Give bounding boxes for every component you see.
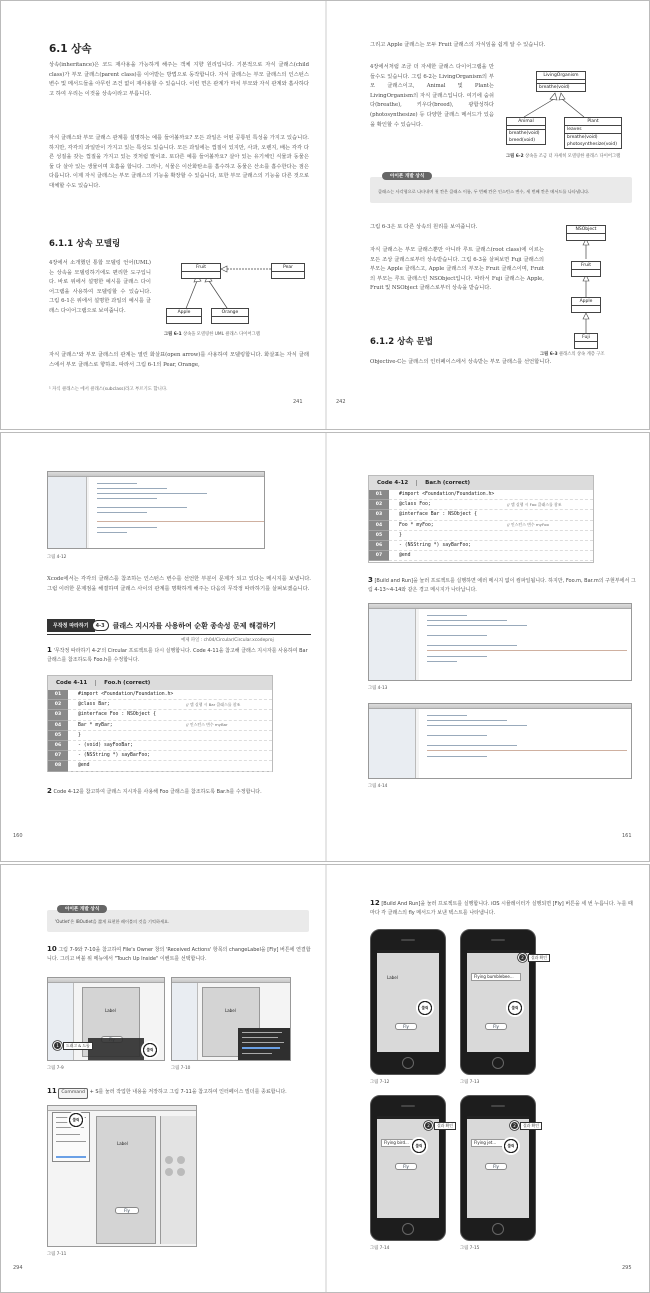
line-number: 07 — [369, 551, 389, 561]
code-line — [48, 751, 272, 761]
uml-class-name: Orange — [212, 309, 248, 317]
code-text: @end — [78, 763, 90, 769]
step-number: 11 — [47, 1087, 57, 1095]
code-source — [68, 700, 272, 710]
line-number: 02 — [48, 700, 68, 710]
tip-text: 클래스는 사각형으로 나타내며 첫 칸은 클래스 이름, 두 번째 칸은 인스턴스 변수, 세 번째 칸은 메서드를 나타냅니다. — [378, 189, 590, 194]
code-text: } — [399, 532, 402, 538]
code-source — [389, 490, 593, 500]
code-source — [389, 521, 593, 531]
line-number: 05 — [48, 731, 68, 741]
iphone-simulator — [370, 929, 446, 1075]
divider — [47, 634, 311, 635]
code-source — [389, 500, 593, 510]
page-295 — [326, 865, 650, 1292]
code-comment: // 인스턴스 변수 myBar — [186, 722, 228, 728]
speaker — [401, 1105, 415, 1107]
code-text: #import <Foundation/Foundation.h> — [399, 492, 495, 498]
figure-caption: 그림 7-10 — [171, 1066, 191, 1071]
step-3 — [368, 576, 638, 594]
uml-class-orange — [211, 308, 249, 324]
tip-text: 'Outlet'은 IBOutlet을 짧게 표현한 레이블의 것을 기억하세요. — [55, 919, 170, 924]
code-source — [68, 710, 272, 720]
step-number: 2 — [47, 787, 52, 795]
uml-class-plant — [564, 117, 622, 149]
click-badge-icon: 클릭 — [141, 1041, 159, 1059]
iphone-simulator — [370, 1095, 446, 1241]
line-number: 08 — [48, 761, 68, 771]
code-text: @interface Bar : NSObject { — [399, 512, 477, 518]
uml-class-pear — [271, 263, 305, 279]
code-line — [48, 761, 272, 771]
click-badge-icon: 클릭 — [502, 1137, 520, 1155]
step-11 — [47, 1087, 311, 1099]
example-file: 예제 파일 : ch04/Circular/Circular.xcodeproj — [181, 638, 274, 643]
click-badge-icon: 클릭 — [506, 999, 524, 1017]
xcode-screenshot — [368, 603, 632, 681]
code-comment: // 인스턴스 변수 myFoo — [507, 522, 549, 528]
uml-class-livingorganism — [536, 71, 586, 92]
library-panel — [160, 1116, 196, 1244]
code-line — [369, 541, 593, 551]
figure-caption — [164, 331, 260, 337]
uml-class-name: Animal — [507, 118, 545, 126]
code-source — [389, 551, 593, 561]
figure-caption: 그림 7-15 — [460, 1246, 480, 1251]
code-listing-header — [369, 476, 593, 490]
home-button[interactable] — [402, 1057, 414, 1069]
page-number: 160 — [13, 833, 23, 839]
code-lines — [369, 490, 593, 561]
page-161 — [326, 433, 650, 861]
figure-caption: 그림 7-11 — [47, 1252, 67, 1257]
figure-caption: 그림 7-13 — [460, 1080, 480, 1085]
uml-class-name: Pear — [272, 264, 304, 272]
code-line — [48, 710, 272, 720]
page-241 — [1, 1, 326, 429]
simulator-screen — [377, 1116, 439, 1218]
page-242 — [326, 1, 650, 429]
code-text: - (NSString *) sayBarFoo; — [399, 543, 472, 549]
page-160 — [1, 433, 326, 861]
code-line — [369, 510, 593, 520]
fly-button[interactable]: Fly — [485, 1023, 507, 1030]
uml-method: photosynthesize(void) — [567, 142, 617, 147]
line-number: 04 — [48, 721, 68, 731]
step-text: [Build and Run]을 눌러 프로젝트를 실행하면 에러 메시지 없이 컴파일됩니다. 하지만, Foo.m, Bar.m의 구현부에서 그림 4-13~4-14와 같은 경고 메시지가 나타납니다. — [368, 578, 636, 593]
exercise-number: 4-3 — [92, 620, 109, 631]
book-spread-294-295 — [0, 864, 650, 1293]
paragraph: 자식 클래스와 부모 클래스 관계를 설명하는 예를 들어볼까요? 모든 과일은 어떤 공통된 특성을 가지고 있습니다. 하지만, 각각의 과일만이 가지고 있는 특성도 있습니다. 모든 과일에는 껍질이 있지만, 사과, 오렌지, 배는 각각 다른 성질을 갖는 껍질을 가지고 있는 것처럼 말이죠. 또다른 예를 들어볼까요? 살아 있는 유기체인 식물과 동물은 둘 다 살아 있는 생물이며 호흡을 합니다. 그러나, 식물은 이산화탄소를 흡수하고 동물은 산소를 흡수한다는 점은 다릅니다. 이제 자식 클래스는 부모 클래스의 기능을 확장할 수 있습니다, 또한 부모 클래스의 기능을 다른 것으로 대체할 수도 있습니다. — [49, 135, 309, 189]
figure-caption: 그림 7-12 — [370, 1080, 390, 1085]
uml-method: breathe(void) — [509, 131, 540, 136]
result-callout — [424, 1121, 456, 1130]
uml-class-apple — [571, 297, 601, 313]
exercise-banner — [47, 619, 276, 632]
paragraph: 4장에서처럼 조금 더 자세한 클래스 다이어그램을 만들수도 있습니다. 그림 6-2는 LivingOrganism의 부모 클래스이고, Animal 및 Plant는 LivingOrganism의 자식 클래스입니다. 여기에 숨쉬다(breathe), 키우다(breed), 광합성하다(photosynthesize) 등 다양한 클래스 메서드가 있음을 확인할 수 있습니다. — [370, 64, 494, 128]
line-number: 06 — [369, 541, 389, 551]
uml-class-name: Plant — [565, 118, 621, 126]
tip-tag: 아이폰 개발 상식 — [57, 905, 107, 913]
step-number: 3 — [368, 576, 373, 584]
subsection-heading: 6.1.1 상속 모델링 — [49, 239, 121, 249]
uml-class-fruit — [181, 263, 221, 279]
document-window — [172, 983, 198, 1060]
simulator-screen — [467, 1116, 529, 1218]
uml-method: breathe(void) — [539, 85, 570, 90]
code-text: @end — [399, 553, 411, 559]
code-editor — [419, 709, 631, 778]
callout-number-icon: 2 — [424, 1121, 433, 1130]
uml-class-fuji — [574, 333, 598, 349]
callout-text: 결과 확인 — [528, 954, 550, 962]
footnote: ¹ 자식 클래스는 에서 클래스(subclass)라고 부르기도 합니다. — [49, 387, 168, 392]
code-text: } — [78, 732, 81, 738]
code-source — [389, 510, 593, 520]
line-number: 03 — [369, 510, 389, 520]
figure-caption: 그림 4-14 — [368, 784, 388, 789]
uml-class-name: NSObject — [567, 226, 605, 234]
line-number: 02 — [369, 500, 389, 510]
code-text: - (void) sayFooBar; — [78, 743, 133, 749]
book-spread-160-161 — [0, 432, 650, 862]
uml-class-name: Fruit — [182, 264, 220, 272]
code-line — [369, 531, 593, 541]
book-spread-241-242 — [0, 0, 650, 430]
callout-number-icon: 2 — [510, 1121, 519, 1130]
code-line — [48, 690, 272, 700]
figure-caption-id: 그림 6-2 — [506, 154, 524, 159]
tip-tag: 아이폰 개발 상식 — [382, 172, 432, 180]
code-line — [369, 521, 593, 531]
uml-class-name: Apple — [167, 309, 201, 317]
callout-text: 결과 확인 — [520, 1122, 542, 1130]
code-source — [389, 541, 593, 551]
menu-bar — [48, 1106, 196, 1111]
code-line — [48, 700, 272, 710]
line-number: 06 — [48, 741, 68, 751]
code-text: @class Bar; — [78, 702, 110, 708]
click-badge-icon: 클릭 — [410, 1137, 428, 1155]
code-line — [48, 741, 272, 751]
code-source — [68, 731, 272, 741]
code-listing-id: Code 4-11 — [48, 680, 96, 686]
paragraph: 자식 클래스¹와 부모 클래스의 관계는 열린 화살표(open arrow)를 사용하여 모델링합니다. 화살표는 자식 클래스에서 부모 클래스로 향하죠. 따라서 그림 6-1의 Pear, Orange, — [49, 352, 309, 368]
uml-class-name: Fruit — [572, 262, 600, 270]
step-text: + S를 눌러 작업한 내용을 저장하고 그림 7-11을 참고하여 인터페이스 빌더를 종료합니다. — [89, 1089, 287, 1095]
file-navigator — [48, 477, 87, 548]
paragraph: 자식 클래스는 부모 클래스뿐만 아니라 루트 클래스(root class)에 이르는 모든 조상 클래스로부터 상속받습니다. 그림 6-3을 살펴보면 Fuji 클래스의 부모는 Apple 클래스고, Apple 클래스의 부모는 Fruit 클래스이며, Fruit의 부모는 루트 클래스인 NSObject입니다. 따라서 Fuji 클래스는 Apple, Fruit 및 NSObject 클래스로부터 상속을 받습니다. — [370, 247, 544, 292]
callout-text: 결과 확인 — [434, 1122, 456, 1130]
connections-hud — [88, 1038, 144, 1060]
code-line — [48, 731, 272, 741]
xcode-screenshot — [47, 471, 265, 549]
code-source — [68, 751, 272, 761]
code-listing-4-12 — [368, 475, 594, 563]
uml-method: breed(void) — [509, 138, 536, 143]
label: Label — [117, 1141, 128, 1146]
output-label: Flying bumblebee... — [471, 973, 521, 981]
uml-attribute: leaves — [565, 126, 621, 134]
code-line — [369, 500, 593, 510]
code-text: #import <Foundation/Foundation.h> — [78, 692, 174, 698]
xcode-screenshot — [368, 703, 632, 779]
page-number: 242 — [336, 399, 346, 405]
code-source — [68, 690, 272, 700]
code-source — [68, 761, 272, 771]
iphone-simulator — [460, 929, 536, 1075]
code-text: @class Foo; — [399, 502, 431, 508]
uml-class-animal — [506, 117, 546, 145]
uml-class-name: Fuji — [575, 334, 597, 342]
home-button[interactable] — [402, 1223, 414, 1235]
uml-class-name: LivingOrganism — [537, 72, 585, 80]
figure-caption: 그림 7-9 — [47, 1066, 64, 1071]
file-navigator — [369, 709, 416, 778]
uml-class-fruit — [571, 261, 601, 277]
click-badge-icon: 클릭 — [416, 999, 434, 1017]
home-button[interactable] — [492, 1223, 504, 1235]
fly-button[interactable]: Fly — [485, 1163, 507, 1170]
code-source — [389, 531, 593, 541]
step-10 — [47, 945, 311, 963]
code-line — [369, 490, 593, 500]
callout-text: 드래그 & 드롭 — [63, 1042, 93, 1050]
line-number: 01 — [369, 490, 389, 500]
uml-class-apple — [166, 308, 202, 324]
code-lines — [48, 690, 272, 772]
figure-caption-id: 그림 6-3 — [540, 352, 558, 357]
page-number: 295 — [622, 1265, 632, 1271]
label: Label — [225, 1008, 236, 1013]
code-text: - (NSString *) sayBarFoo; — [78, 753, 151, 759]
code-text: @interface Foo : NSObject { — [78, 712, 156, 718]
paragraph: 4장에서 소개했던 통합 모델링 언어(UML)는 상속을 모델링하기에도 편리한 도구입니다. 바로 위에서 설명한 예시를 클래스 다이어그램을 사용하여 모델링할 수 있습니다. 그림 6-1은 위에서 설명한 과일의 예시를 클래스 다이어그램으로 보여줍니다. — [49, 260, 151, 314]
event-menu[interactable] — [238, 1028, 290, 1060]
click-badge-icon: 클릭 — [67, 1111, 85, 1129]
exercise-tag: 무작정 따라하기 — [47, 619, 95, 632]
step-text: '무작정 따라하기 4-2'의 Circular 프로젝트를 다시 실행합니다. Code 4-11을 참고해 클래스 지시자를 사용하여 Bar 클래스를 참조하도록 Foo.h를 수정합니다. — [47, 648, 308, 663]
code-text: Bar * myBar; — [78, 722, 113, 728]
subsection-heading: 6.1.2 상속 문법 — [370, 337, 433, 347]
label: Label — [105, 1008, 116, 1013]
step-12 — [370, 899, 634, 917]
command-key: Command — [58, 1088, 88, 1099]
code-editor — [419, 609, 631, 680]
figure-caption-text: 상속을 모델링한 UML 클래스 다이어그램 — [182, 332, 260, 337]
output-label: Flying bird... — [381, 1139, 421, 1147]
output-label: Flying jet... — [471, 1139, 507, 1147]
callout-number-icon: 2 — [518, 953, 527, 962]
result-callout — [510, 1121, 542, 1130]
code-comment: // 앱 실행 시 Bar 클래스를 참조 — [186, 701, 241, 707]
paragraph: Xcode에서는 각각의 클래스를 참조하는 인스턴스 변수를 선언한 부분이 문제가 되고 있다는 메시지를 보냅니다. 그럼 이러한 문제점을 해결하며 클래스 사이의 관계를 명확하게 해주는 다음의 무작정 따라하기를 살펴보겠습니다. — [47, 576, 311, 592]
paragraph: Objective-C는 클래스의 인터페이스에서 상속받는 부모 클래스를 선언합니다. — [370, 359, 552, 365]
line-number: 01 — [48, 690, 68, 700]
callout-number-icon: 1 — [53, 1041, 62, 1050]
code-comment: // 앱 실행 시 Foo 클래스를 참조 — [507, 501, 562, 507]
interface-builder-screenshot — [171, 977, 291, 1061]
speaker — [401, 939, 415, 941]
code-listing-id: Code 4-12 — [369, 480, 417, 486]
fly-button[interactable]: Fly — [115, 1207, 139, 1214]
step-number: 1 — [47, 646, 52, 654]
code-source — [68, 721, 272, 731]
file-navigator — [369, 609, 416, 680]
figure-caption-id: 그림 6-1 — [164, 332, 182, 337]
page-294 — [1, 865, 326, 1292]
step-text: Code 4-12를 참고하여 클래스 지시자를 사용해 Foo 클래스를 참조하도록 Bar.h를 수정합니다. — [53, 789, 262, 795]
step-text: 그림 7-9와 7-10을 참고하여 File's Owner 창의 'Received Actions' 항목의 changeLabel을 [Fly] 버튼에 연결합니다. 그리고 버블 위 메뉴에서 "Touch Up Inside" 이벤트를 선택합니다. — [47, 947, 311, 962]
output-label: Label — [387, 975, 398, 980]
step-number: 12 — [370, 899, 380, 907]
code-source — [68, 741, 272, 751]
iphone-simulator — [460, 1095, 536, 1241]
line-number: 05 — [369, 531, 389, 541]
result-callout — [518, 953, 550, 962]
code-text: Foo * myFoo; — [399, 522, 434, 528]
step-2 — [47, 787, 311, 797]
code-listing-header — [48, 676, 272, 690]
view-canvas — [96, 1116, 156, 1244]
home-button[interactable] — [492, 1057, 504, 1069]
step-number: 10 — [47, 945, 57, 953]
uml-method: breathe(void) — [567, 135, 598, 140]
exercise-title: 클래스 지시자를 사용하여 순환 종속성 문제 해결하기 — [112, 621, 276, 630]
fly-button[interactable]: Fly — [395, 1163, 417, 1170]
figure-caption-text: 클래스의 상속 계층 구조 — [558, 352, 605, 357]
speaker — [491, 1105, 505, 1107]
figure-caption — [540, 351, 605, 357]
figure-caption: 그림 7-14 — [370, 1246, 390, 1251]
speaker — [491, 939, 505, 941]
fly-button[interactable]: Fly — [395, 1023, 417, 1030]
code-listing-filename: Bar.h (correct) — [425, 480, 471, 486]
line-number: 04 — [369, 521, 389, 531]
step-1 — [47, 646, 311, 664]
figure-caption: 그림 4-13 — [368, 686, 388, 691]
figure-caption: 그림 4-12 — [47, 555, 67, 560]
page-number: 294 — [13, 1265, 23, 1271]
step-text: [Build And Run]을 눌러 프로젝트를 실행합니다. iOS 시뮬레이터가 실행되면 [Fly] 버튼을 세 번 누릅니다. 누를 때마다 각 클래스의 fly 메서드가 보낸 텍스트를 나타냅니다. — [370, 901, 633, 916]
page-number: 161 — [622, 833, 632, 839]
figure-caption-text: 상속을 조금 더 자세히 모델링한 클래스 다이어그램 — [524, 154, 621, 159]
section-heading: 6.1 상속 — [49, 43, 92, 55]
line-number: 03 — [48, 710, 68, 720]
paragraph: 그림 6-3은 또 다른 상속의 원리를 보여줍니다. — [370, 224, 478, 230]
code-listing-filename: Foo.h (correct) — [104, 680, 151, 686]
figure-caption — [506, 153, 620, 159]
callout-drag — [53, 1041, 93, 1050]
page-number: 241 — [293, 399, 303, 405]
code-editor — [89, 477, 264, 548]
uml-class-nsobject — [566, 225, 606, 241]
code-line — [48, 721, 272, 731]
line-number: 07 — [48, 751, 68, 761]
code-line — [369, 551, 593, 561]
uml-class-name: Apple — [572, 298, 600, 306]
paragraph: 상속(inheritance)은 코드 재사용을 가능하게 해주는 객체 지향 원리입니다. 기본적으로 자식 클래스(child class)가 부모 클래스(parent class)를 이어받는 방법으로 동작합니다. 자식 클래스는 부모 클래스의 인스턴스 변수 및 메서드들을 아무런 조건 없이 재사용할 수 있습니다. 이런 면은 관계가 마치 부모와 자식 관계와 흡사하다고 하여 우리는 이것을 상속이라고 부릅니다. — [49, 62, 309, 97]
paragraph: 그리고 Apple 클래스는 모두 Fruit 클래스의 자식임을 쉽게 알 수 있습니다. — [370, 42, 546, 48]
code-listing-4-11 — [47, 675, 273, 772]
